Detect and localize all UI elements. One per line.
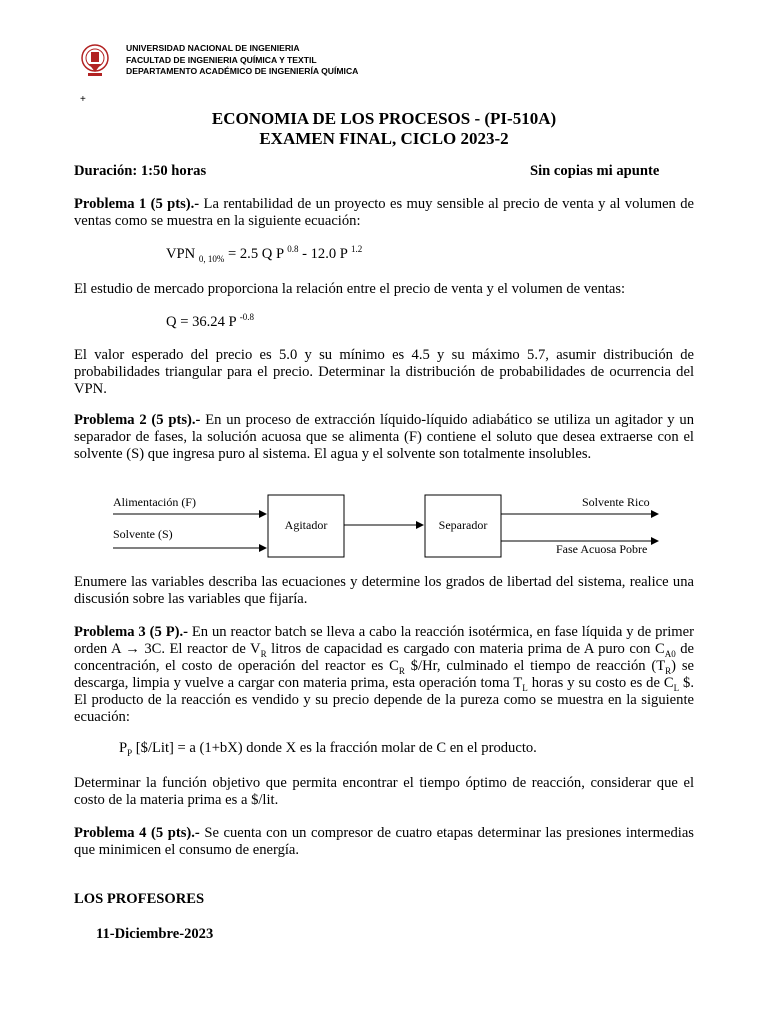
p3-text-7: horas y su costo es de C [527,675,674,691]
eq1-sup1: 0.8 [287,244,299,255]
eq1-sup2: 1.2 [351,244,363,255]
feed-label: Alimentación (F) [113,495,196,509]
p3-sub-6: L [673,682,680,693]
university-seal-icon [80,42,110,78]
duration: Duración: 1:50 horas [74,163,207,179]
vpn-equation [166,246,362,263]
p3-text-8: $. El producto de la reacción es vendido y su precio depende de la pureza como se muestra en la siguiente ecuación: [74,675,694,725]
problem-1-text: La rentabilidad de un proyecto es muy sensible al precio de venta y al volumen de ventas como se muestra en la siguiente ecuación: [74,196,695,229]
price-equation [119,740,537,757]
eq2-part-a: Q = 36.24 P [166,314,240,330]
p3-text-2: 3C. El reactor de V [139,641,261,657]
process-diagram [100,488,680,563]
eq1-sub: 0, 10% [198,253,225,264]
price-eq-part-b: [$/Lit] = a (1+bX) donde X es la fracción molar de C en el producto. [132,740,537,756]
problem-2-statement [74,412,694,463]
plus-mark: + [80,94,86,105]
agitator-label: Agitador [284,518,328,532]
problem-2-task: Enumere las variables describa las ecuaciones y determine los grados de libertad del sistema, realice una discusión sobre las variables que fijaría. [74,574,694,607]
eq1-part-c: - 12.0 P [298,246,352,262]
problem-2-text: En un proceso de extracción líquido-líquido adiabático se utiliza un agitador y un separador de fases, la solución acuosa que se alimenta (F) contiene el soluto que desea extraerse con el solvente (S) que ingresa puro al sistema. El agua y el solvente son totalmente insolubles. [74,412,694,462]
p3-sub-3: R [398,665,405,676]
eq1-part-b: = 2.5 Q P [224,246,288,262]
p3-sub-2: A0 [664,648,676,659]
problem-4-statement [74,825,694,859]
problem-1-statement [74,196,694,230]
solvent-label: Solvente (S) [113,527,173,541]
p3-text-1: En un reactor batch se lleva a cabo la reacción isotérmica, en fase líquida y de primer orden A [74,624,694,657]
exam-title: EXAMEN FINAL, CICLO 2023-2 [259,129,509,148]
price-eq-sub: P [127,747,133,758]
eq2-sup: -0.8 [239,312,255,323]
rich-solvent-label: Solvente Rico [582,495,650,509]
signature: LOS PROFESORES [74,891,205,907]
p3-text-4: de concentración, el costo de operación del reactor es C [74,641,694,674]
problem-3-task: Determinar la función objetivo que permita encontrar el tiempo óptimo de reacción, considerar que el costo de la materia prima es a $/lit. [74,775,694,808]
p3-text-3: litros de capacidad es cargado con materia prima de A puro con C [266,641,665,657]
p3-text-6: ) se descarga, limpia y vuelve a cargar con materia prima, esta operación toma T [74,658,694,691]
problem-1-task: El valor esperado del precio es 5.0 y su mínimo es 4.5 y su máximo 5.7, asumir distribución de probabilidades triangular para el precio. Determinar la distribución de probabilidades de ocurrencia del VPN. [74,347,694,397]
demand-equation [166,314,254,331]
institution-lines [126,43,358,78]
reaction-arrow-icon: → [125,641,140,657]
separator-label: Separador [438,518,488,532]
exam-note: Sin copias mi apunte [530,163,660,179]
problem-1-label: Problema 1 (5 pts).- [74,196,200,212]
p3-sub-5: L [522,682,528,693]
eq1-part-a: VPN [166,246,199,262]
p3-sub-4: R [665,665,672,676]
problem-1-market-text: El estudio de mercado proporciona la relación entre el precio de venta y el volumen de ventas: [74,281,626,297]
department-name: DEPARTAMENTO ACADÉMICO DE INGENIERÍA QUÍMICA [126,66,359,76]
poor-phase-label: Fase Acuosa Pobre [556,542,648,556]
p3-sub-1: R [260,648,267,659]
problem-4-text: Se cuenta con un compresor de cuatro etapas determinar las presiones intermedias que minimicen el consumo de energía. [74,825,694,858]
problem-2-label: Problema 2 (5 pts).- [74,412,201,428]
p3-text-5: $/Hr, culminado el tiempo de reacción (T [404,658,666,674]
problem-3-label: Problema 3 (5 P).- [74,624,188,640]
faculty-name: FACULTAD DE INGENIERIA QUÍMICA Y TEXTIL [126,54,317,65]
problem-3-statement [74,624,694,726]
university-name: UNIVERSIDAD NACIONAL DE INGENIERIA [126,43,300,53]
exam-date: 11-Diciembre-2023 [96,926,214,942]
course-title: ECONOMIA DE LOS PROCESOS - (PI-510A) [211,109,557,128]
problem-4-label: Problema 4 (5 pts).- [74,825,200,841]
price-eq-part-a: P [119,740,128,756]
